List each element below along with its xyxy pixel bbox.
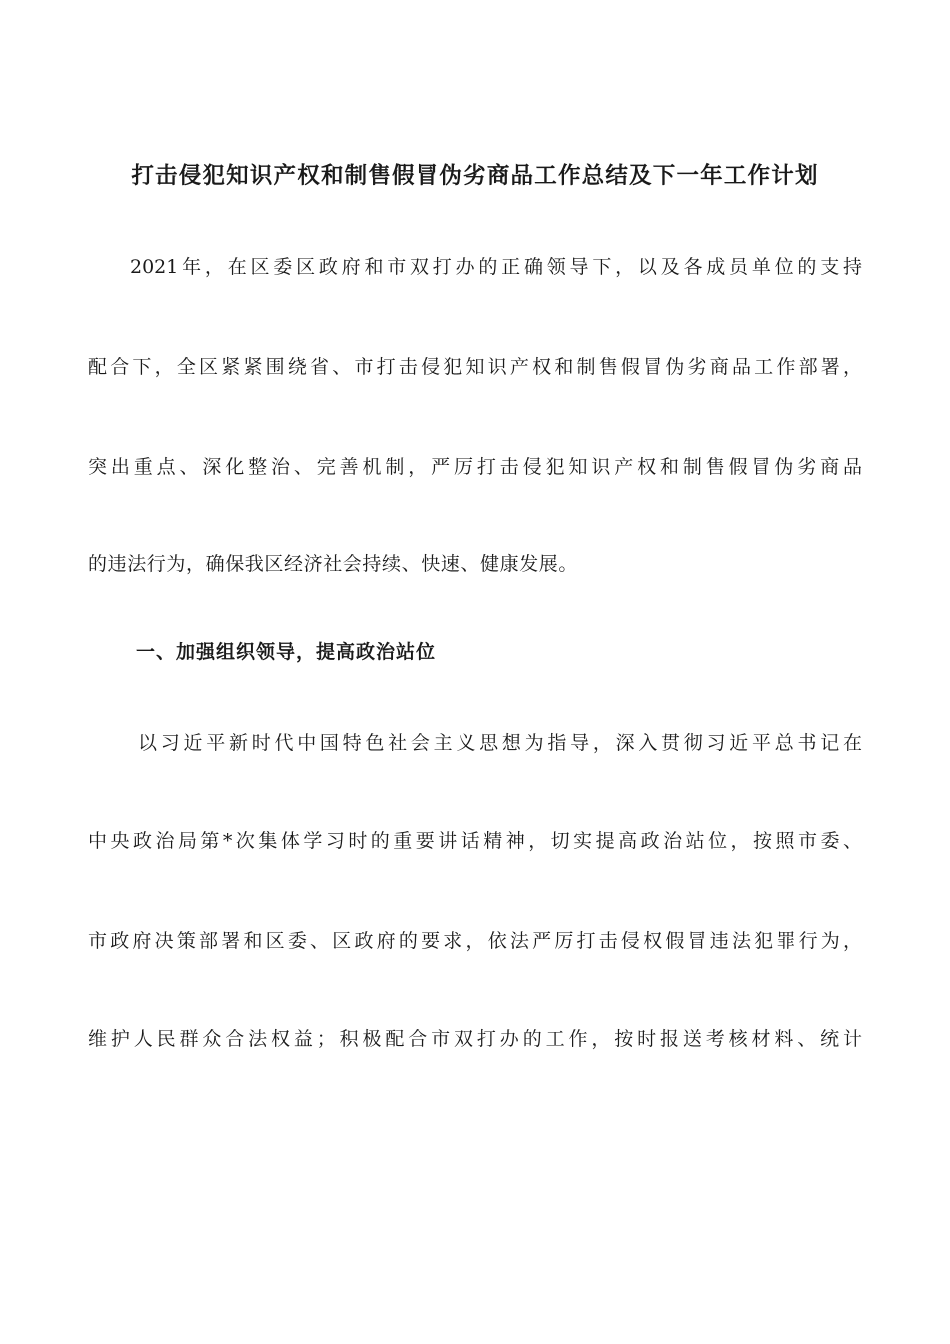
- intro-line-3: 突出重点、深化整治、完善机制，严厉打击侵犯知识产权和制售假冒伪劣商品: [88, 456, 862, 478]
- section-1-line-3: 市政府决策部署和区委、区政府的要求，依法严厉打击侵权假冒违法犯罪行为，: [88, 930, 862, 952]
- section-1-line-1: 以习近平新时代中国特色社会主义思想为指导，深入贯彻习近平总书记在: [138, 732, 862, 754]
- intro-line-1: 2021年，在区委区政府和市双打办的正确领导下，以及各成员单位的支持: [130, 256, 862, 278]
- section-1-line-2: 中央政治局第*次集体学习时的重要讲话精神，切实提高政治站位，按照市委、: [88, 830, 862, 852]
- section-1-heading: 一、加强组织领导，提高政治站位: [136, 641, 437, 663]
- document-title: 打击侵犯知识产权和制售假冒伪劣商品工作总结及下一年工作计划: [131, 163, 819, 189]
- intro-line-4: 的违法行为，确保我区经济社会持续、快速、健康发展。: [88, 553, 579, 575]
- section-1-line-4: 维护人民群众合法权益；积极配合市双打办的工作，按时报送考核材料、统计: [88, 1028, 862, 1050]
- intro-line-2: 配合下，全区紧紧围绕省、市打击侵犯知识产权和制售假冒伪劣商品工作部署，: [88, 356, 862, 378]
